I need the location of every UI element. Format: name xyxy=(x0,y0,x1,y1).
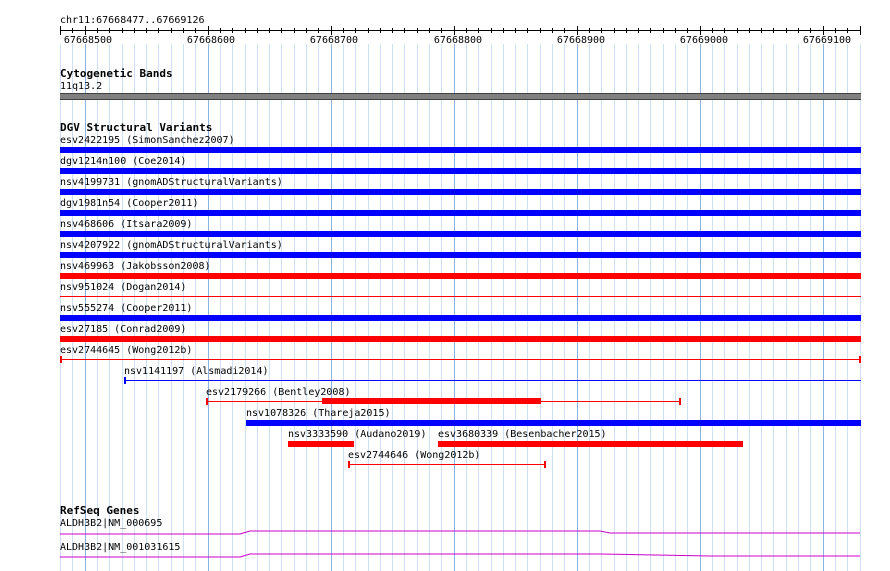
ruler-tick xyxy=(318,28,319,33)
variant-loss-line[interactable] xyxy=(60,296,861,297)
variant-gain-bar[interactable] xyxy=(60,189,861,195)
ruler-tick xyxy=(515,28,516,33)
ruler-tick xyxy=(798,28,799,33)
ruler-label: 67668900 xyxy=(556,35,606,46)
ruler-tick xyxy=(72,28,73,33)
variant-label[interactable]: nsv951024 (Dogan2014) xyxy=(60,282,187,293)
variant-loss-line[interactable] xyxy=(60,359,861,360)
ruler-tick xyxy=(404,28,405,33)
ruler-tick xyxy=(331,26,332,35)
ruler-tick xyxy=(232,28,233,33)
ruler-label: 67669000 xyxy=(679,35,729,46)
variant-label[interactable]: nsv1078326 (Thareja2015) xyxy=(246,408,391,419)
variant-gain-bar[interactable] xyxy=(246,420,861,426)
ruler-tick xyxy=(208,26,209,35)
variant-gain-bar[interactable] xyxy=(60,252,861,258)
variant-end-cap xyxy=(679,398,681,405)
variant-loss-bar[interactable] xyxy=(438,441,743,447)
ruler-tick xyxy=(171,28,172,33)
ruler-tick xyxy=(343,28,344,33)
ruler-tick xyxy=(392,28,393,33)
ruler-tick xyxy=(761,28,762,33)
ruler-tick xyxy=(749,28,750,33)
variant-loss-bar[interactable] xyxy=(60,336,861,342)
variant-gain-bar[interactable] xyxy=(60,168,861,174)
dgv-track-title: DGV Structural Variants xyxy=(60,121,213,134)
ruler-tick xyxy=(503,28,504,33)
cytoband-label: 11q13.2 xyxy=(60,81,103,92)
ruler-label: 67669100 xyxy=(802,35,852,46)
variant-loss-bar[interactable] xyxy=(322,398,541,404)
ruler-tick xyxy=(737,28,738,33)
ruler-tick xyxy=(146,28,147,33)
ruler-tick xyxy=(564,28,565,33)
variant-end-cap xyxy=(60,356,62,363)
ruler-tick xyxy=(650,28,651,33)
ruler-tick xyxy=(245,28,246,33)
gene-label[interactable]: ALDH3B2|NM_000695 xyxy=(60,518,163,529)
ruler-tick xyxy=(847,28,848,33)
variant-label[interactable]: dgv1214n100 (Coe2014) xyxy=(60,156,187,167)
ruler-tick xyxy=(429,28,430,33)
variant-label[interactable]: esv27185 (Conrad2009) xyxy=(60,324,187,335)
ruler-tick xyxy=(810,28,811,33)
variant-label[interactable]: esv2422195 (SimonSanchez2007) xyxy=(60,135,235,146)
ruler-tick xyxy=(441,28,442,33)
ruler-tick xyxy=(220,28,221,33)
ruler-tick xyxy=(675,28,676,33)
variant-label[interactable]: esv2179266 (Bentley2008) xyxy=(206,387,351,398)
ruler-tick xyxy=(97,28,98,33)
variant-label[interactable]: dgv1981n54 (Cooper2011) xyxy=(60,198,199,209)
ruler-tick xyxy=(835,28,836,33)
ruler-tick xyxy=(269,28,270,33)
ruler-tick xyxy=(491,28,492,33)
ruler-tick xyxy=(589,28,590,33)
variant-label[interactable]: nsv3333590 (Audano2019) xyxy=(288,429,427,440)
ruler-tick xyxy=(663,28,664,33)
cytoband-track-title: Cytogenetic Bands xyxy=(60,67,173,80)
ruler-tick xyxy=(614,28,615,33)
variant-end-cap xyxy=(206,398,208,405)
ruler-tick xyxy=(158,28,159,33)
ruler-tick xyxy=(134,28,135,33)
variant-label[interactable]: nsv468606 (Itsara2009) xyxy=(60,219,193,230)
ruler-tick xyxy=(454,26,455,35)
variant-end-cap xyxy=(544,461,546,468)
ruler-axis xyxy=(60,30,861,31)
ruler-tick xyxy=(540,28,541,33)
variant-label[interactable]: esv2744646 (Wong2012b) xyxy=(348,450,481,461)
variant-label[interactable]: nsv1141197 (Alsmadi2014) xyxy=(124,366,269,377)
ruler-tick xyxy=(724,28,725,33)
ruler-tick xyxy=(195,28,196,33)
variant-end-cap xyxy=(124,377,126,384)
ruler-tick xyxy=(626,28,627,33)
ruler-tick xyxy=(281,28,282,33)
variant-gain-bar[interactable] xyxy=(60,210,861,216)
ruler-tick xyxy=(700,26,701,35)
ruler-tick xyxy=(355,28,356,33)
variant-gain-bar[interactable] xyxy=(60,231,861,237)
region-label: chr11:67668477..67669126 xyxy=(60,15,205,26)
variant-label[interactable]: nsv4199731 (gnomADStructuralVariants) xyxy=(60,177,283,188)
ruler-tick xyxy=(60,28,61,33)
ruler-tick xyxy=(773,28,774,33)
variant-label[interactable]: nsv555274 (Cooper2011) xyxy=(60,303,193,314)
ruler-tick xyxy=(466,28,467,33)
ruler-tick xyxy=(786,28,787,33)
ruler-tick xyxy=(478,28,479,33)
variant-gain-line[interactable] xyxy=(124,380,861,381)
ruler-tick xyxy=(380,28,381,33)
ruler-tick xyxy=(712,28,713,33)
variant-label[interactable]: nsv4207922 (gnomADStructuralVariants) xyxy=(60,240,283,251)
gene-label[interactable]: ALDH3B2|NM_001031615 xyxy=(60,542,181,553)
ruler-tick xyxy=(823,26,824,35)
ruler-tick xyxy=(368,28,369,33)
ruler-tick xyxy=(85,26,86,35)
ruler-tick xyxy=(257,28,258,33)
ruler-tick xyxy=(122,28,123,33)
ruler-label: 67668500 xyxy=(63,35,113,46)
ruler-tick xyxy=(527,28,528,33)
variant-label[interactable]: nsv469963 (Jakobsson2008) xyxy=(60,261,211,272)
ruler-label: 67668800 xyxy=(433,35,483,46)
variant-loss-line[interactable] xyxy=(348,464,545,465)
ruler-tick xyxy=(687,28,688,33)
cytoband-bar[interactable] xyxy=(60,93,861,100)
variant-gain-bar[interactable] xyxy=(60,315,861,321)
ruler-label: 67668700 xyxy=(309,35,359,46)
ruler-tick xyxy=(183,28,184,33)
variant-label[interactable]: esv2744645 (Wong2012b) xyxy=(60,345,193,356)
refseq-track-title: RefSeq Genes xyxy=(60,504,140,517)
variant-end-cap xyxy=(348,461,350,468)
variant-end-cap xyxy=(859,356,861,363)
variant-gain-bar[interactable] xyxy=(60,147,861,153)
ruler-tick xyxy=(601,28,602,33)
ruler-tick xyxy=(294,28,295,33)
ruler-label: 67668600 xyxy=(186,35,236,46)
ruler-tick xyxy=(109,28,110,33)
ruler-tick xyxy=(417,28,418,33)
ruler-tick xyxy=(638,28,639,33)
ruler-tick xyxy=(552,28,553,33)
ruler-tick xyxy=(577,26,578,35)
variant-label[interactable]: esv3680339 (Besenbacher2015) xyxy=(438,429,607,440)
ruler-tick xyxy=(860,28,861,33)
variant-loss-bar[interactable] xyxy=(288,441,354,447)
ruler-tick xyxy=(306,28,307,33)
variant-loss-bar[interactable] xyxy=(60,273,861,279)
